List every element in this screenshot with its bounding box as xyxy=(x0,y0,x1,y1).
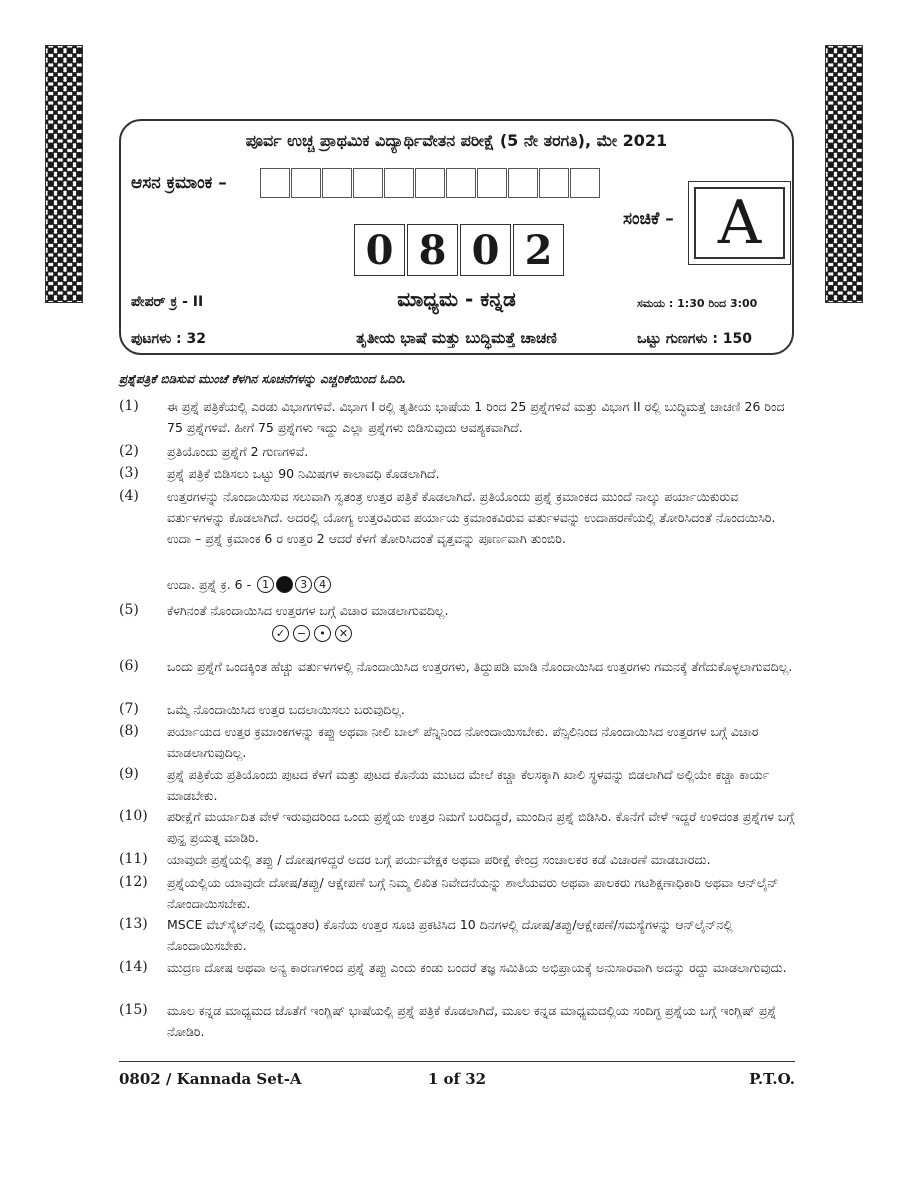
roll-digit-box xyxy=(384,168,414,198)
instruction-item xyxy=(119,1000,795,1042)
cross-mark-bubble: ✕ xyxy=(335,625,352,642)
instruction-number: (2) xyxy=(119,443,139,459)
instruction-item xyxy=(119,486,795,549)
paper-number: ಪೇಪರ್ ಕ್ರ - II xyxy=(131,294,204,310)
set-label: ಸಂಚಿಕೆ – xyxy=(623,209,674,229)
decorative-border-right xyxy=(825,45,863,303)
instruction-text: ಪ್ರಶ್ನೆ ಪತ್ರಿಕೆ ಬಿಡಿಸಲು ಒಟ್ಟು 90 ನಿಮಿಷಗಳ ಕಾಲಾವಧಿ ಕೊಡಲಾಗಿದೆ. xyxy=(167,466,440,481)
instruction-text: ಒಂದು ಪ್ರಶ್ನೆಗೆ ಒಂದಕ್ಕಿಂತ ಹೆಚ್ಚು ವರ್ತುಳಗಳಲ್ಲಿ ನೊಂದಾಯಿಸಿದ ಉತ್ತರಗಳು, ತಿದ್ದುಪಡಿ ಮಾಡಿ ನೊಂದಾಯಿಸಿದ ಉತ್ತರಗಳು ಗಮನಕ್ಕೆ ತೆಗೆದುಕೊಳ್ಳಲಾಗುವದಿಲ್ಲ. xyxy=(167,659,793,674)
page-count: ಪುಟಗಳು : 32 xyxy=(131,331,206,347)
footer-paper-code: 0802 / Kannada Set-A xyxy=(119,1070,302,1088)
code-digit: 2 xyxy=(513,224,564,276)
instruction-item xyxy=(119,600,795,621)
roll-digit-box xyxy=(508,168,538,198)
example-label: ಉದಾ. ಪ್ರಶ್ನೆ ಕ್ರ. 6 - xyxy=(167,576,252,592)
instruction-text: ಕೆಳಗಿನಂತೆ ನೊಂದಾಯಿಸಿದ ಉತ್ತರಗಳ ಬಗ್ಗೆ ವಿಚಾರ ಮಾಡಲಾಗುವದಿಲ್ಲ. xyxy=(167,603,449,618)
instruction-text: ಪ್ರಶ್ನೆಯಲ್ಲಿಯ ಯಾವುದೇ ದೋಷ/ತಪ್ಪು/ ಆಕ್ಷೇಪಣೆ ಬಗ್ಗೆ ನಿಮ್ಮ ಲಿಖಿತ ನಿವೇದನೆಯನ್ನು ಶಾಲೆಯವರು ಅಥವಾ ಪಾಲಕರು ಗಟಶಿಕ್ಷಣಾಧಿಕಾರಿ ಅಥವಾ ಆನ್‌ಲೈನ್ ನೋಂದಾಯಿಸಬೇಕು. xyxy=(167,875,779,911)
medium-title: ಮಾಧ್ಯಮ - ಕನ್ನಡ xyxy=(397,287,516,311)
exam-header-box xyxy=(119,119,794,355)
instruction-number: (14) xyxy=(119,959,148,975)
instruction-text: ಉತ್ತರಗಳನ್ನು ನೊಂದಾಯಿಸುವ ಸಲುವಾಗಿ ಸ್ವತಂತ್ರ ಉತ್ತರ ಪತ್ರಿಕೆ ಕೊಡಲಾಗಿದೆ. ಪ್ರತಿಯೊಂದು ಪ್ರಶ್ನೆ ಕ್ರಮಾಂಕದ ಮುಂದೆ ನಾಲ್ಕು ಪರ್ಯಾಯಿಕುರುವ ವರ್ತುಳಗಳನ್ನು ಕೊಡಲಾಗಿದೆ. ಅದರಲ್ಲಿ ಯೋಗ್ಯ ಉತ್ತರವಿರುವ ಪರ್ಯಾಯ ಕ್ರಮಾಂಕವಿರುವ ವರ್ತುಳವನ್ನು ಉದಾಹರಣೆಯಲ್ಲಿ ತೋರಿಸಿದಂತೆ ನೊಂದಯಿಸಿರಿ. ಉದಾ – ಪ್ರಶ್ನೆ ಕ್ರಮಾಂಕ 6 ರ ಉತ್ತರ 2 ಆದರೆ ಕೆಳಗೆ ತೋರಿಸಿದಂತೆ ವೃತ್ತವನ್ನು ಪೂರ್ಣವಾಗಿ ತುಂಬಿರಿ. xyxy=(167,489,776,546)
roll-digit-box xyxy=(322,168,352,198)
instruction-text: ಪರ್ಯಾಯದ ಉತ್ತರ ಕ್ರಮಾಂಕಗಳನ್ನು ಕಪ್ಪು ಅಥವಾ ನೀಲಿ ಬಾಲ್ ಪೆನ್ನಿನಿಂದ ನೋಂದಾಯಿಸಬೇಕು. ಪೆನ್ಸಿಲಿನಿಂದ ನೊಂದಾಯಿಸಿದ ಉತ್ತರಗಳ ಬಗ್ಗೆ ವಿಚಾರ ಮಾಡಲಾಗುವುದಿಲ್ಲ. xyxy=(167,724,759,760)
answer-example xyxy=(167,576,331,593)
instruction-number: (9) xyxy=(119,766,139,782)
total-marks: ಒಟ್ಟು ಗುಣಗಳು : 150 xyxy=(637,331,753,347)
code-digit: 8 xyxy=(407,224,458,276)
invalid-marking-examples xyxy=(270,625,354,642)
instruction-number: (8) xyxy=(119,723,139,739)
instruction-item xyxy=(119,396,795,438)
instruction-item xyxy=(119,849,795,870)
instructions-intro: ಪ್ರಶ್ನೆಪತ್ರಿಕೆ ಬಿಡಿಸುವ ಮುಂಚೆ ಕೆಳಗಿನ ಸೂಚನೆಗಳನ್ನು ಎಚ್ಚರಿಕೆಯಿಂದ ಓದಿರಿ. xyxy=(119,372,407,386)
instruction-number: (3) xyxy=(119,465,139,481)
instruction-number: (1) xyxy=(119,398,139,414)
roll-digit-box xyxy=(415,168,445,198)
roll-digit-box xyxy=(539,168,569,198)
filled-option-bubble xyxy=(276,576,293,593)
instruction-text: ಪರೀಕ್ಷೆಗೆ ಮರ್ಯಾದಿತ ವೇಳೆ ಇರುವುದರಿಂದ ಒಂದು ಪ್ರಶ್ನೆಯ ಉತ್ತರ ನಿಮಗೆ ಬರದಿದ್ದರೆ, ಮುಂದಿನ ಪ್ರಶ್ನೆ ಬಿಡಿಸಿರಿ. ಕೊನೆಗೆ ವೇಳೆ ಇದ್ದರೆ ಉಳಿದಂತ ಪ್ರಶ್ನೆಗಳ ಬಗ್ಗೆ ಪುನ್ಹ ಪ್ರಯತ್ನ ಮಾಡಿರಿ. xyxy=(167,809,795,845)
code-digit: 0 xyxy=(460,224,511,276)
instruction-item xyxy=(119,914,795,956)
instruction-text: ಈ ಪ್ರಶ್ನೆ ಪತ್ರಿಕೆಯಲ್ಲಿ ಎರಡು ವಿಭಾಗಗಳಿವೆ. ವಿಭಾಗ I ರಲ್ಲಿ ತೃತೀಯ ಭಾಷೆಯ 1 ರಿಂದ 25 ಪ್ರಶ್ನೆಗಳಿವೆ ಮತ್ತು ವಿಭಾಗ II ರಲ್ಲಿ ಬುದ್ಧಿಮತ್ತೆ ಚಾಚಣಿ 26 ರಿಂದ 75 ಪ್ರಶ್ನೆಗಳಿವೆ. ಹೀಗೆ 75 ಪ್ರಶ್ನೆಗಳು ಇದ್ದು ಎಲ್ಲಾ ಪ್ರಶ್ನೆಗಳು ಬಿಡಿಸುವುದು ಆವಶ್ಯಕವಾಗಿದೆ. xyxy=(167,399,785,435)
instruction-number: (15) xyxy=(119,1002,148,1018)
instruction-item xyxy=(119,656,795,677)
instruction-number: (4) xyxy=(119,488,139,504)
option-bubble: 1 xyxy=(257,576,274,593)
instruction-text: ಮುದ್ರಣ ದೋಷ ಅಥವಾ ಅನ್ಯ ಕಾರಣಗಳಿಂದ ಪ್ರಶ್ನೆ ತಪ್ಪು ಎಂದು ಕಂಡು ಬಂದರೆ ತಜ್ಞ ಸಮಿತಿಯ ಅಭಿಪ್ರಾಯಕ್ಕೆ ಅನುಸಾರವಾಗಿ ಅದನ್ನು ರದ್ದು ಮಾಡಲಾಗುವುದು. xyxy=(167,960,787,975)
instruction-item xyxy=(119,699,795,720)
dash-mark-bubble: − xyxy=(293,625,310,642)
instruction-text: ಪ್ರತಿಯೊಂದು ಪ್ರಶ್ನೆಗೆ 2 ಗುಣಗಳಿವೆ. xyxy=(167,444,309,459)
set-value: A xyxy=(694,187,785,259)
instruction-item xyxy=(119,872,795,914)
roll-digit-box xyxy=(570,168,600,198)
roll-number-boxes xyxy=(260,168,601,198)
decorative-border-left xyxy=(45,45,83,303)
instruction-number: (7) xyxy=(119,701,139,717)
instruction-number: (6) xyxy=(119,658,139,674)
footer-pto: P.T.O. xyxy=(749,1070,795,1088)
instruction-item xyxy=(119,806,795,848)
instruction-number: (5) xyxy=(119,602,139,618)
paper-code-boxes xyxy=(354,224,566,276)
instruction-number: (13) xyxy=(119,916,148,932)
instruction-number: (10) xyxy=(119,808,148,824)
instruction-item xyxy=(119,957,795,978)
option-bubble: 4 xyxy=(314,576,331,593)
instruction-item xyxy=(119,441,795,462)
footer-divider xyxy=(119,1061,795,1062)
instruction-number: (12) xyxy=(119,874,148,890)
set-box xyxy=(688,181,791,265)
tick-mark-bubble: ✓ xyxy=(272,625,289,642)
code-digit: 0 xyxy=(354,224,405,276)
footer-page-number: 1 of 32 xyxy=(427,1070,487,1088)
exam-duration: ಸಮಯ : 1:30 ರಿಂದ 3:00 xyxy=(637,297,758,310)
roll-digit-box xyxy=(446,168,476,198)
instruction-text: ಯಾವುದೇ ಪ್ರಶ್ನೆಯಲ್ಲಿ ತಪ್ಪು / ದೋಷಗಳಿದ್ದರೆ ಅದರ ಬಗ್ಗೆ ಪರ್ಯವೇಕ್ಷಕ ಅಥವಾ ಪರೀಕ್ಷೆ ಕೇಂದ್ರ ಸಂಚಾಲಕರ ಕಡೆ ವಿಚಾರಣೆ ಮಾಡಬಾರದು. xyxy=(167,852,711,867)
instruction-item xyxy=(119,721,795,763)
roll-digit-box xyxy=(353,168,383,198)
option-bubble: 3 xyxy=(295,576,312,593)
instruction-text: ಒಮ್ಮೆ ನೊಂದಾಯಿಸಿದ ಉತ್ತರ ಬದಲಾಯಿಸಲು ಬರುವುದಿಲ್ಲ. xyxy=(167,702,405,717)
roll-digit-box xyxy=(477,168,507,198)
instruction-item xyxy=(119,764,795,806)
instruction-text: ಪ್ರಶ್ನೆ ಪತ್ರಿಕೆಯ ಪ್ರತಿಯೊಂದು ಪುಟದ ಕೆಳಗೆ ಮತ್ತು ಪುಟದ ಕೊನೆಯ ಮುಟದ ಮೇಲೆ ಕಚ್ಚಾ ಕೆಲಸಕ್ಕಾಗಿ ಖಾಲಿ ಸ್ಥಳವನ್ನು ಬಿಡಲಾಗಿದೆ ಅಲ್ಲಿಯೇ ಕಚ್ಚಾ ಕಾರ್ಯ ಮಾಡಬೇಕು. xyxy=(167,767,770,803)
roll-digit-box xyxy=(260,168,290,198)
paper-subtitle: ತೃತೀಯ ಭಾಷೆ ಮತ್ತು ಬುದ್ಧಿಮತ್ತೆ ಚಾಚಣಿ xyxy=(356,329,557,347)
dot-mark-bubble: • xyxy=(314,625,331,642)
roll-number-label: ಆಸನ ಕ್ರಮಾಂಕ – xyxy=(131,173,227,193)
roll-digit-box xyxy=(291,168,321,198)
instruction-text: MSCE ವೆಬ್‌ಸೈಟ್‌ನಲ್ಲಿ (ಮಧ್ಯಂತರ) ಕೊನೆಯ ಉತ್ತರ ಸೂಚಿ ಪ್ರಕಟಿಸಿದ 10 ದಿನಗಳಲ್ಲಿ ದೋಷ/ತಪ್ಪು/ಆಕ್ಷೇಪಣೆ/ಸಮಸ್ಯೆಗಳನ್ನು ಆನ್‌ಲೈನ್‌ನಲ್ಲಿ ನೊಂದಾಯಿಸಬೇಕು. xyxy=(167,917,733,953)
instruction-text: ಮೂಲ ಕನ್ನಡ ಮಾಧ್ಯಮದ ಜೊತೆಗೆ ಇಂಗ್ಲಿಷ್ ಭಾಷೆಯಲ್ಲಿ ಪ್ರಶ್ನೆ ಪತ್ರಿಕೆ ಕೊಡಲಾಗಿದೆ, ಮೂಲ ಕನ್ನಡ ಮಾಧ್ಯಮದಲ್ಲಿಯ ಸಂದಿಗ್ಧ ಪ್ರಶ್ನೆಯ ಬಗ್ಗೆ ಇಂಗ್ಲಿಷ್ ಪ್ರಶ್ನೆ ನೋಡಿರಿ. xyxy=(167,1003,777,1039)
instruction-item xyxy=(119,463,795,484)
instruction-number: (11) xyxy=(119,851,148,867)
exam-title: ಪೂರ್ವ ಉಚ್ಚ ಪ್ರಾಥಮಿಕ ವಿದ್ಯಾರ್ಥಿವೇತನ ಪರೀಕ್ಷೆ (5 ನೇ ತರಗತಿ), ಮೇ 2021 xyxy=(245,131,668,150)
